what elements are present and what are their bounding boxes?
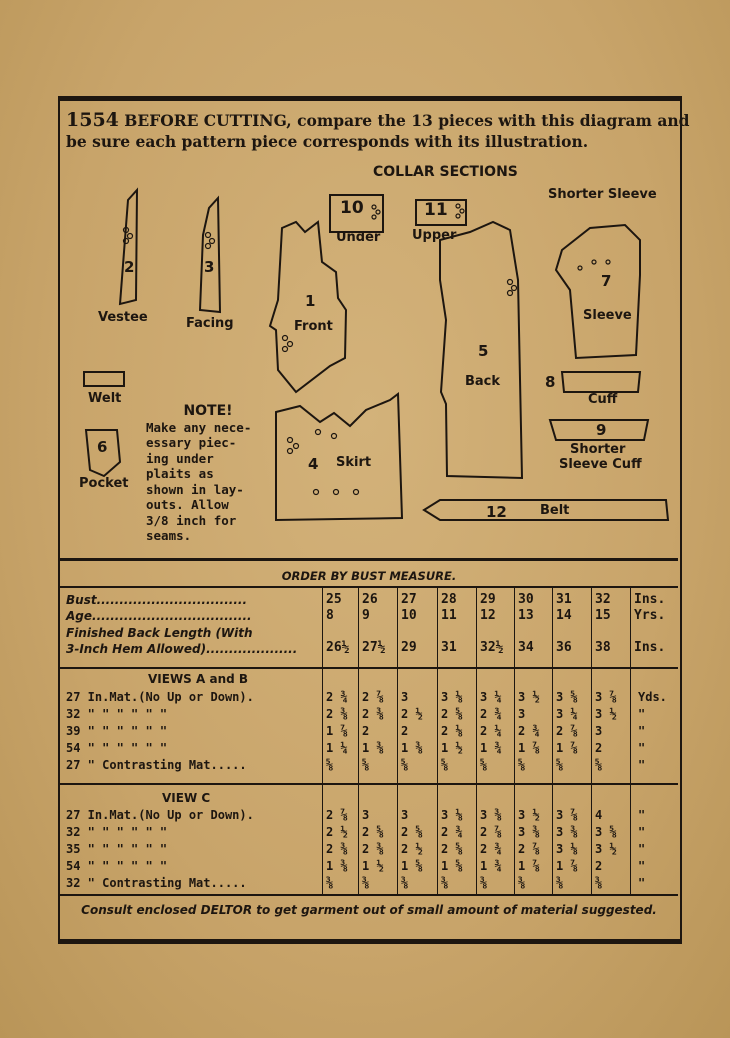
yardage-value: 1 ⅝ [441, 859, 463, 873]
bust-value: 29 [480, 592, 496, 607]
yardage-value: 3 ½ [518, 690, 540, 704]
yardage-value: 3 ⅝ [556, 690, 578, 704]
yardage-value: ⅝ [556, 758, 564, 772]
column-rule [397, 588, 398, 894]
sleeve-piece [556, 225, 640, 358]
back-length-value: 36 [556, 640, 572, 655]
column-rule [322, 588, 323, 894]
yardage-value: 3 ⅛ [441, 808, 463, 822]
age-value: 13 [518, 608, 534, 623]
yardage-value: 3 [401, 808, 409, 822]
yardage-value: 2 ¾ [441, 825, 463, 839]
yardage-value: 2 ⅝ [362, 825, 384, 839]
piece-12-name: Belt [540, 503, 570, 518]
table-rule [60, 894, 678, 896]
piece-3-number: 3 [204, 258, 215, 276]
header-line-2: be sure each pattern piece corresponds with its illustration. [66, 132, 589, 151]
collar-sections-title: COLLAR SECTIONS [373, 164, 518, 180]
piece-2-name: Vestee [98, 310, 148, 325]
material-row-label: 39 " " " " " " [66, 724, 168, 738]
back-length-value: 38 [595, 640, 611, 655]
yardage-value: 3 [518, 707, 526, 721]
age-value: 14 [556, 608, 572, 623]
note-line: 3/8 inch for [146, 512, 237, 528]
yardage-value: 3 ⅜ [556, 825, 578, 839]
bust-value: 26 [362, 592, 378, 607]
yardage-value: 1 ¾ [480, 859, 502, 873]
yardage-value: 2 ⅝ [441, 842, 463, 856]
material-row-label: 54 " " " " " " [66, 859, 168, 873]
yardage-value: ⅝ [480, 758, 488, 772]
yardage-value: 3 ⅜ [518, 825, 540, 839]
piece-9-name-line-1: Shorter [570, 442, 626, 457]
age-value: 10 [401, 608, 417, 623]
yardage-value: 2 ⅞ [326, 808, 348, 822]
bust-value: 30 [518, 592, 534, 607]
yardage-value: 3 ½ [595, 842, 617, 856]
pattern-number: 1554 [66, 109, 119, 131]
piece-2-number: 2 [124, 258, 135, 276]
age-value: 9 [362, 608, 370, 623]
column-rule [591, 588, 592, 894]
yardage-value: 1 ⅜ [326, 859, 348, 873]
note-block [146, 404, 270, 544]
yardage-unit: Yds. [638, 690, 667, 704]
yardage-value: 2 ⅛ [441, 724, 463, 738]
views-ab-title: VIEWS A and B [148, 672, 249, 686]
bust-value: 31 [556, 592, 572, 607]
yardage-value: 3 ⅜ [480, 808, 502, 822]
yardage-value: 1 ½ [441, 741, 463, 755]
view-c-title: VIEW C [162, 791, 211, 805]
table-top-rule [60, 586, 678, 588]
yardage-value: 3 ⅛ [441, 690, 463, 704]
yardage-value: 1 ¼ [326, 741, 348, 755]
header-line-1: BEFORE CUTTING, compare the 13 pieces with this diagram and [124, 111, 690, 130]
yardage-unit: " [638, 808, 646, 822]
yardage-unit: " [638, 842, 646, 856]
piece-6-number: 6 [97, 438, 108, 456]
yardage-value: 2 ½ [326, 825, 348, 839]
order-by-bust-title: ORDER BY BUST MEASURE. [281, 569, 457, 583]
note-line: shown in lay- [146, 481, 244, 497]
yardage-value: 2 [595, 859, 603, 873]
yardage-value: 2 ⅞ [480, 825, 502, 839]
back-length-value: 26½ [326, 640, 350, 655]
yardage-value: 3 ½ [518, 808, 540, 822]
piece-7-name: Sleeve [583, 308, 632, 323]
note-line: plaits as [146, 466, 214, 481]
yardage-value: 3 ⅝ [595, 825, 617, 839]
yardage-value: ⅜ [595, 876, 603, 890]
material-row-label: 32 " " " " " " [66, 707, 168, 721]
yardage-value: ⅜ [362, 876, 370, 890]
yardage-value: 1 ⅞ [556, 741, 578, 755]
vestee-piece [120, 190, 137, 304]
yardage-value: ⅜ [556, 876, 564, 890]
back-length-value: 34 [518, 640, 534, 655]
back-length-value: 27½ [362, 640, 386, 655]
piece-4-name: Skirt [336, 455, 372, 470]
yardage-value: ⅝ [401, 758, 409, 772]
yardage-value: ⅝ [595, 758, 603, 772]
yardage-value: ⅜ [401, 876, 409, 890]
yardage-value: ⅝ [518, 758, 526, 772]
yardage-value: 3 ⅛ [556, 842, 578, 856]
yardage-value: 2 ½ [401, 842, 423, 856]
unit-ins: Ins. [634, 592, 666, 607]
piece-8-name: Cuff [588, 392, 618, 407]
column-rule [514, 588, 515, 894]
piece-6-name: Pocket [79, 476, 129, 491]
yardage-value: 2 ⅜ [362, 707, 384, 721]
yardage-value: 3 ⅞ [595, 690, 617, 704]
unit-yrs: Yrs. [634, 608, 666, 623]
yardage-value: 3 ½ [595, 707, 617, 721]
yardage-unit: " [638, 859, 646, 873]
welt-name: Welt [88, 391, 122, 406]
fbl-label-1: Finished Back Length (With [66, 626, 253, 640]
yardage-value: 2 ¾ [480, 707, 502, 721]
yardage-value: 4 [595, 808, 603, 822]
yardage-value: 2 ⅜ [326, 842, 348, 856]
piece-11-name: Upper [412, 228, 457, 243]
yardage-unit: " [638, 724, 646, 738]
note-title: NOTE! [183, 403, 233, 419]
note-line: Make any nece- [146, 419, 252, 435]
piece-12-number: 12 [486, 503, 507, 521]
piece-9-name-line-2: Sleeve Cuff [559, 457, 642, 472]
yardage-unit: " [638, 741, 646, 755]
unit-ins: Ins. [634, 640, 666, 655]
yardage-value: ⅜ [480, 876, 488, 890]
material-row-label: 27 " Contrasting Mat..... [66, 758, 247, 772]
piece-7-number: 7 [601, 272, 612, 290]
age-label: Age................................... [66, 609, 252, 623]
piece-11-number: 11 [424, 200, 448, 220]
age-value: 15 [595, 608, 611, 623]
yardage-value: 1 ⅞ [518, 741, 540, 755]
back-length-value: 32½ [480, 640, 504, 655]
age-value: 12 [480, 608, 496, 623]
yardage-value: 2 ⅞ [556, 724, 578, 738]
yardage-value: 2 ⅞ [362, 690, 384, 704]
yardage-value: 3 ⅞ [556, 808, 578, 822]
column-rule [358, 588, 359, 894]
note-line: seams. [146, 528, 192, 543]
piece-4-number: 4 [308, 455, 319, 473]
piece-9-number: 9 [596, 421, 607, 439]
yardage-value: 2 [401, 724, 409, 738]
material-row-label: 27 In.Mat.(No Up or Down). [66, 690, 254, 704]
welt-piece [84, 372, 124, 386]
material-row-label: 27 In.Mat.(No Up or Down). [66, 808, 254, 822]
bust-value: 25 [326, 592, 342, 607]
bust-value: 32 [595, 592, 611, 607]
facing-piece [200, 198, 220, 312]
yardage-value: 2 ⅞ [518, 842, 540, 856]
yardage-value: ⅜ [441, 876, 449, 890]
yardage-value: 1 ¾ [480, 741, 502, 755]
column-rule [630, 588, 631, 894]
yardage-value: 3 ¼ [556, 707, 578, 721]
yardage-value: ⅜ [518, 876, 526, 890]
bust-value: 27 [401, 592, 417, 607]
material-row-label: 54 " " " " " " [66, 741, 168, 755]
yardage-value: 1 ⅜ [401, 741, 423, 755]
piece-10-name: Under [336, 230, 381, 245]
yardage-value: ⅜ [326, 876, 334, 890]
shorter-sleeve-title: Shorter Sleeve [548, 187, 657, 202]
material-row-label: 32 " " " " " " [66, 825, 168, 839]
yardage-unit: " [638, 707, 646, 721]
piece-3-name: Facing [186, 316, 234, 331]
yardage-value: 3 [401, 690, 409, 704]
bust-label: Bust................................. [66, 593, 248, 607]
yardage-value: 2 ⅝ [401, 825, 423, 839]
yardage-value: 1 ⅝ [401, 859, 423, 873]
yardage-value: 3 ¼ [480, 690, 502, 704]
back-length-value: 31 [441, 640, 457, 655]
yardage-value: 2 ½ [401, 707, 423, 721]
yardage-unit: " [638, 758, 646, 772]
yardage-value: 1 ⅞ [326, 724, 348, 738]
yardage-value: 2 ⅜ [362, 842, 384, 856]
yardage-value: 2 ¾ [480, 842, 502, 856]
yardage-value: 2 ⅜ [326, 707, 348, 721]
yardage-unit: " [638, 876, 646, 890]
yardage-value: 2 ¼ [480, 724, 502, 738]
yardage-value: ⅝ [326, 758, 334, 772]
column-rule [552, 588, 553, 894]
yardage-value: 1 ⅞ [556, 859, 578, 873]
yardage-unit: " [638, 825, 646, 839]
note-line: ing under [146, 450, 214, 466]
yardage-value: 3 [595, 724, 603, 738]
back-length-value: 29 [401, 640, 417, 655]
yardage-value: 3 [362, 808, 370, 822]
yardage-value: ⅝ [441, 758, 449, 772]
yardage-value: 2 ¾ [518, 724, 540, 738]
yardage-value: 1 ⅜ [362, 741, 384, 755]
piece-1-number: 1 [305, 292, 316, 310]
column-rule [437, 588, 438, 894]
note-line: essary piec- [146, 435, 237, 450]
yardage-value: ⅝ [362, 758, 370, 772]
material-row-label: 35 " " " " " " [66, 842, 168, 856]
cuff-piece [562, 372, 640, 392]
yardage-value: 2 ¾ [326, 690, 348, 704]
yardage-value: 2 [595, 741, 603, 755]
piece-10-number: 10 [340, 198, 364, 218]
bust-value: 28 [441, 592, 457, 607]
age-value: 8 [326, 608, 334, 623]
yardage-value: 2 ⅝ [441, 707, 463, 721]
table-rule [60, 667, 678, 669]
yardage-value: 1 ½ [362, 859, 384, 873]
material-row-label: 32 " Contrasting Mat..... [66, 876, 247, 890]
yardage-value: 2 [362, 724, 370, 738]
piece-5-name: Back [465, 374, 501, 389]
table-rule [60, 783, 678, 785]
note-line: outs. Allow [146, 497, 229, 512]
yardage-value: 1 ⅞ [518, 859, 540, 873]
piece-8-number: 8 [545, 373, 556, 391]
section-divider [60, 558, 678, 561]
column-rule [476, 588, 477, 894]
piece-5-number: 5 [478, 342, 489, 360]
fbl-label-2: 3-Inch Hem Allowed).................... [66, 642, 298, 656]
deltor-footer: Consult enclosed DELTOR to get garment out of small amount of material suggested. [81, 903, 657, 917]
piece-1-name: Front [294, 319, 333, 334]
age-value: 11 [441, 608, 457, 623]
